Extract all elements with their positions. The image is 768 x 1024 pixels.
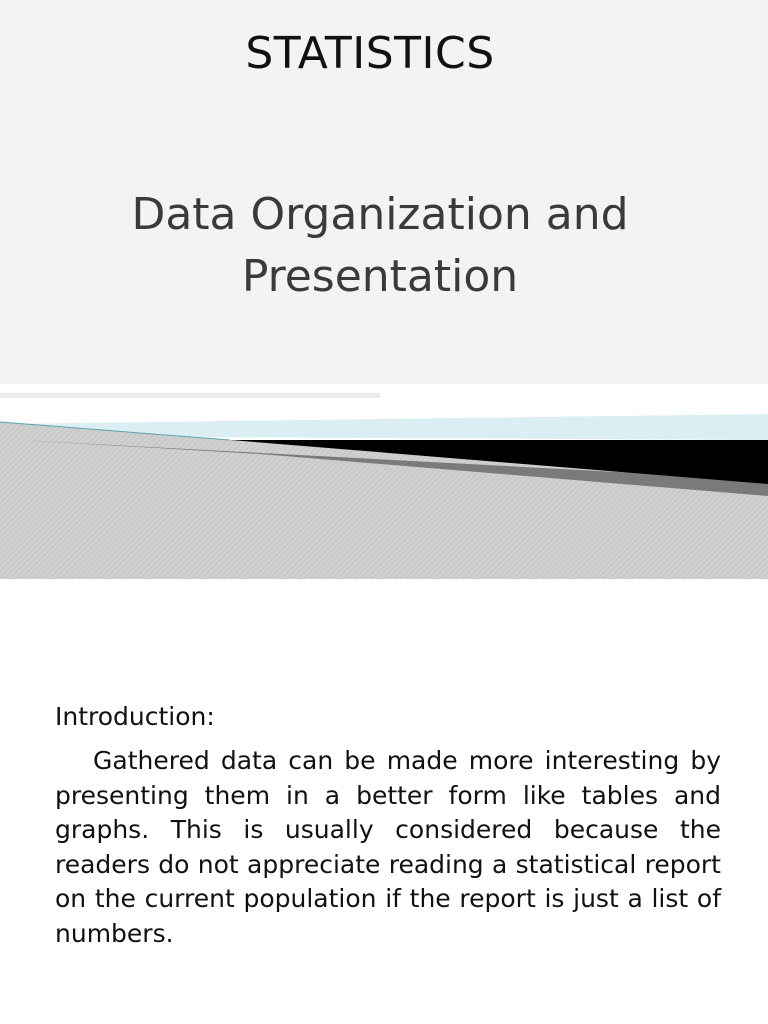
slide-subtitle: Data Organization and Presentation <box>131 189 629 302</box>
intro-paragraph: Gathered data can be made more interesting by presenting them in a better form like tables and graphs. This is usually considered because the readers do not appreciate reading a statistical report on the current population if the report is just a list of numbers. <box>55 746 721 948</box>
section-heading: Introduction: <box>55 702 215 731</box>
slide-title: STATISTICS <box>245 28 495 79</box>
decorative-swoosh-band <box>0 384 768 579</box>
